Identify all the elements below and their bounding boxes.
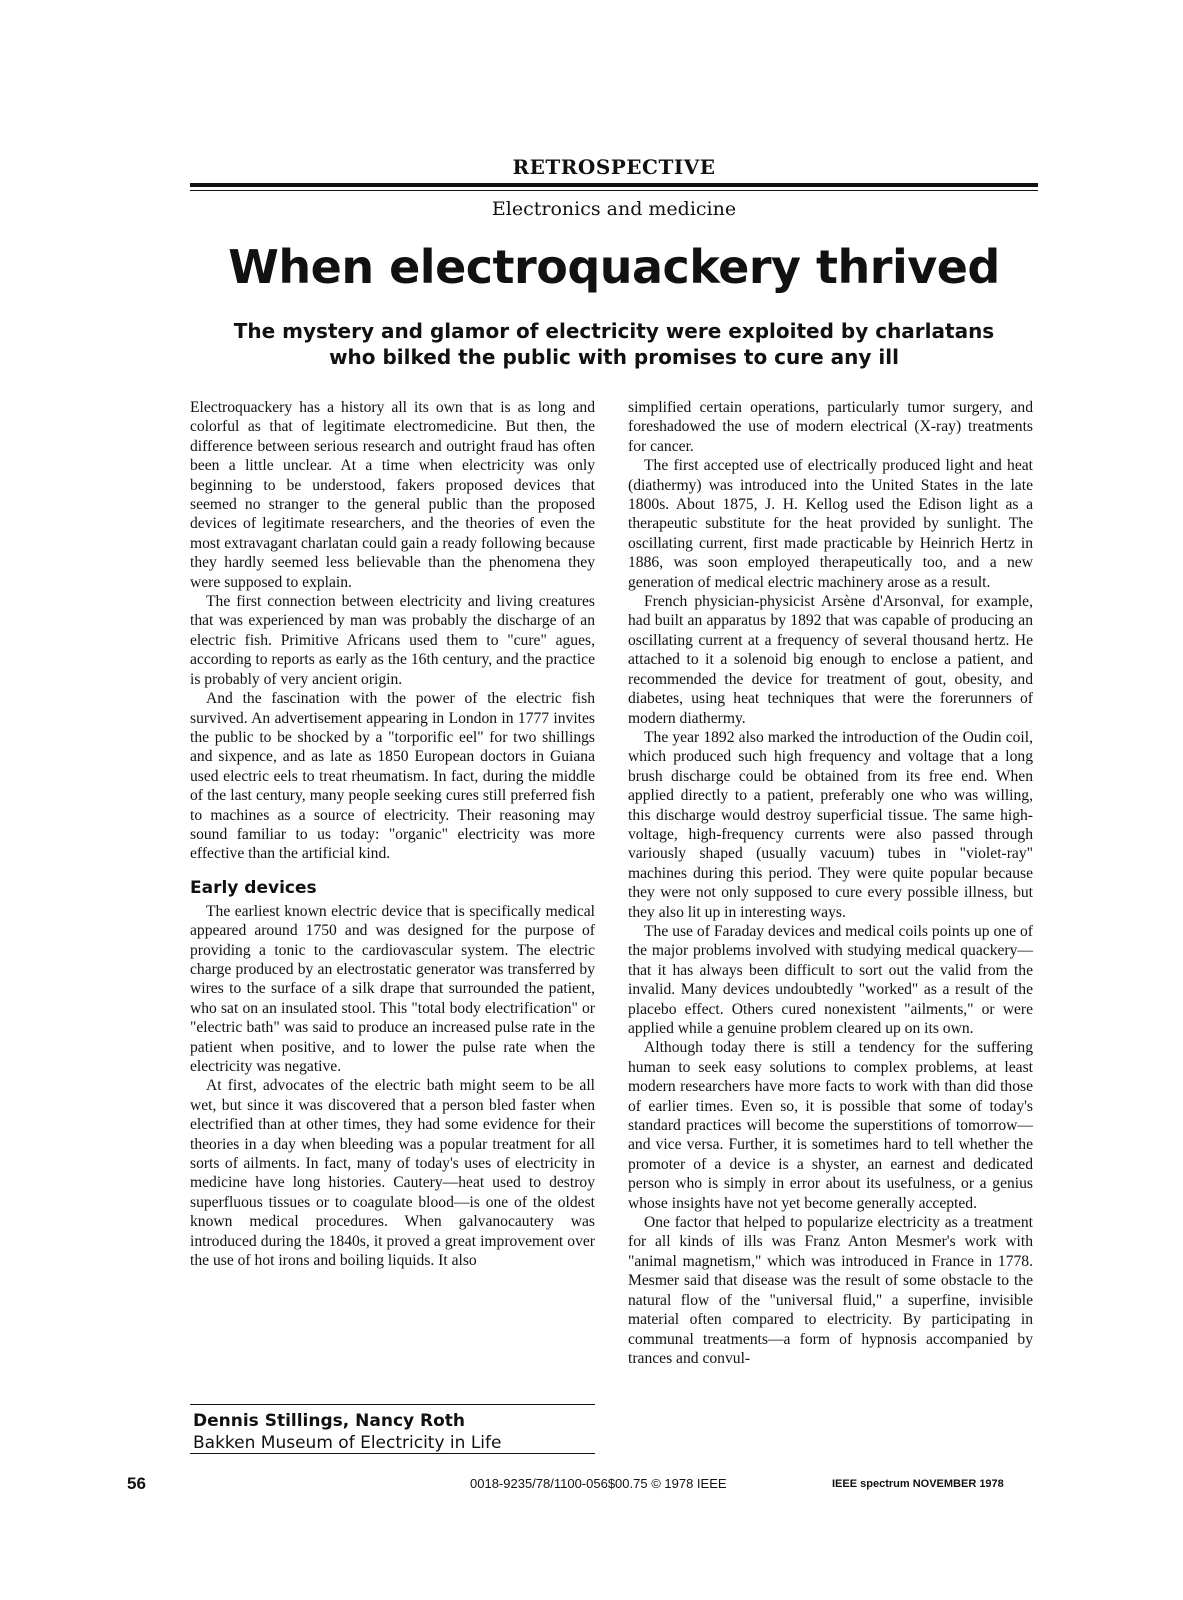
paragraph: One factor that helped to popularize electricity as a treatment for all kinds of ills was Franz Anton Mesmer's work with "animal magnetism," which was introduced in France in 1778. Mesmer said that disease was the result of some obstacle to the natural flow of the "universal fluid," a superfine, invisible material often compared to electricity. By participating in communal treatments—a form of hypnosis accompanied by trances and convul- (628, 1214, 1033, 1367)
deck-line-2: who bilked the public with promises to cure any ill (329, 345, 899, 369)
byline-affiliation: Bakken Museum of Electricity in Life (193, 1433, 502, 1453)
subsection-label: Electronics and medicine (491, 198, 737, 220)
paragraph: The year 1892 also marked the introduction of the Oudin coil, which produced such high frequency and voltage that a long brush discharge could be obtained from its free end. When applied directly to a patient, preferably one who was willing, this discharge would destroy superficial tissue. The same high-voltage, high-frequency currents were also passed through variously shaped (usually vacuum) tubes in "violet-ray" machines during this period. They were quite popular because they were not only supposed to cure every possible illness, but they also lit up in interesting ways. (628, 728, 1033, 921)
copyright-code: 0018-9235/78/1100-056$00.75 © 1978 IEEE (470, 1476, 727, 1491)
page-number: 56 (127, 1474, 146, 1493)
paragraph: The first connection between electricity and living creatures that was experienced by man was probably the discharge of an electric fish. Primitive Africans used them to "cure" agues, according to reports as early as the 16th century, and the practice is probably of very ancient origin. (190, 593, 595, 688)
paragraph: simplified certain operations, particularly tumor surgery, and foreshadowed the use of modern electrical (X-ray) treatments for cancer. (628, 399, 1033, 455)
deck-line-1: The mystery and glamor of electricity were exploited by charlatans (233, 319, 995, 343)
header-rule-thin (190, 190, 1038, 191)
subhead-early-devices: Early devices (190, 877, 317, 898)
paragraph: The earliest known electric device that is specifically medical appeared around 1750 and was designed for the purpose of providing a tonic to the cardiovascular system. The electric charge produced by an electrostatic generator was transferred by wires to the surface of a silk drape that surrounded the patient, who sat on an insulated stool. This "total body electrification" or "electric bath" was said to produce an increased pulse rate in the patient when positive, and to lower the pulse rate when the electricity was negative. (190, 902, 595, 1075)
left-column (190, 398, 595, 1270)
byline-rule-bottom (190, 1453, 595, 1454)
right-column (628, 398, 1033, 1368)
paragraph: The use of Faraday devices and medical coils points up one of the major problems involved with studying medical quackery—that it has always been difficult to sort out the valid from the invalid. Many devices undoubtedly "worked" as a result of the placebo effect. Others cured nonexistent "ailments," or were applied while a genuine problem cleared up on its own. (628, 922, 1033, 1037)
paragraph: The first accepted use of electrically produced light and heat (diathermy) was introduced into the United States in the late 1800s. About 1875, J. H. Kellog used the Edison light as a therapeutic substitute for the heat provided by sunlight. The oscillating current, first made practicable by Heinrich Hertz in 1886, was soon employed therapeutically too, and a new generation of medical electric machinery arose as a result. (628, 457, 1033, 591)
paragraph: And the fascination with the power of the electric fish survived. An advertisement appearing in London in 1777 invites the public to be shocked by a "torporific eel" for two shillings and sixpence, and as late as 1850 European doctors in Guiana used electric eels to treat rheumatism. In fact, during the middle of the last century, many people seeking cures still preferred fish to machines as a source of electricity. Their reasoning may sound familiar to us today: "organic" electricity was more effective than the artificial kind. (190, 690, 595, 863)
section-label: RETROSPECTIVE (512, 155, 716, 179)
journal-source: IEEE spectrum NOVEMBER 1978 (832, 1478, 1004, 1490)
header-rule-thick (190, 183, 1038, 187)
byline (193, 1410, 593, 1454)
byline-authors: Dennis Stillings, Nancy Roth (193, 1411, 466, 1431)
byline-rule-top (190, 1404, 595, 1405)
paragraph: French physician-physicist Arsène d'Arsonval, for example, had built an apparatus by 1892 that was capable of producing an oscillating current at a frequency of several thousand hertz. He attached to it a solenoid big enough to enclose a patient, and recommended the device for treatment of gout, obesity, and diabetes, using heat techniques that were the forerunners of modern diathermy. (628, 593, 1033, 727)
paragraph: Although today there is still a tendency for the suffering human to seek easy solutions to complex problems, at least modern researchers have more facts to work with than did those of earlier times. Even so, it is possible that some of today's standard practices will become the superstitions of tomorrow—and vice versa. Further, it is sometimes hard to tell whether the promoter of a device is a shyster, an earnest and dedicated person who is simply in error about its usefulness, or a genius whose insights have not yet become generally accepted. (628, 1039, 1033, 1212)
article-deck (220, 318, 1008, 370)
paragraph: At first, advocates of the electric bath might seem to be all wet, but since it was discovered that a person bled faster when electrified than at other times, they had some evidence for their theories in a day when bleeding was a popular treatment for all sorts of ailments. In fact, many of today's uses of electricity in medicine have long histories. Cautery—heat used to destroy superfluous tissues or to coagulate blood—is one of the oldest known medical procedures. When galvanocautery was introduced during the 1840s, it proved a great improvement over the use of hot irons and boiling liquids. It also (190, 1077, 595, 1270)
paragraph: Electroquackery has a history all its own that is as long and colorful as that of legitimate electromedicine. But then, the difference between serious research and outright fraud has often been a little unclear. At a time when electricity was only beginning to be understood, fakers proposed devices that seemed no stranger to the general public than the proposed devices of legitimate researchers, and the theories of even the most extravagant charlatan could gain a ready following because they hardly seemed less believable than the phenomena they were supposed to explain. (190, 399, 595, 591)
article-title: When electroquackery thrived (228, 240, 1000, 294)
